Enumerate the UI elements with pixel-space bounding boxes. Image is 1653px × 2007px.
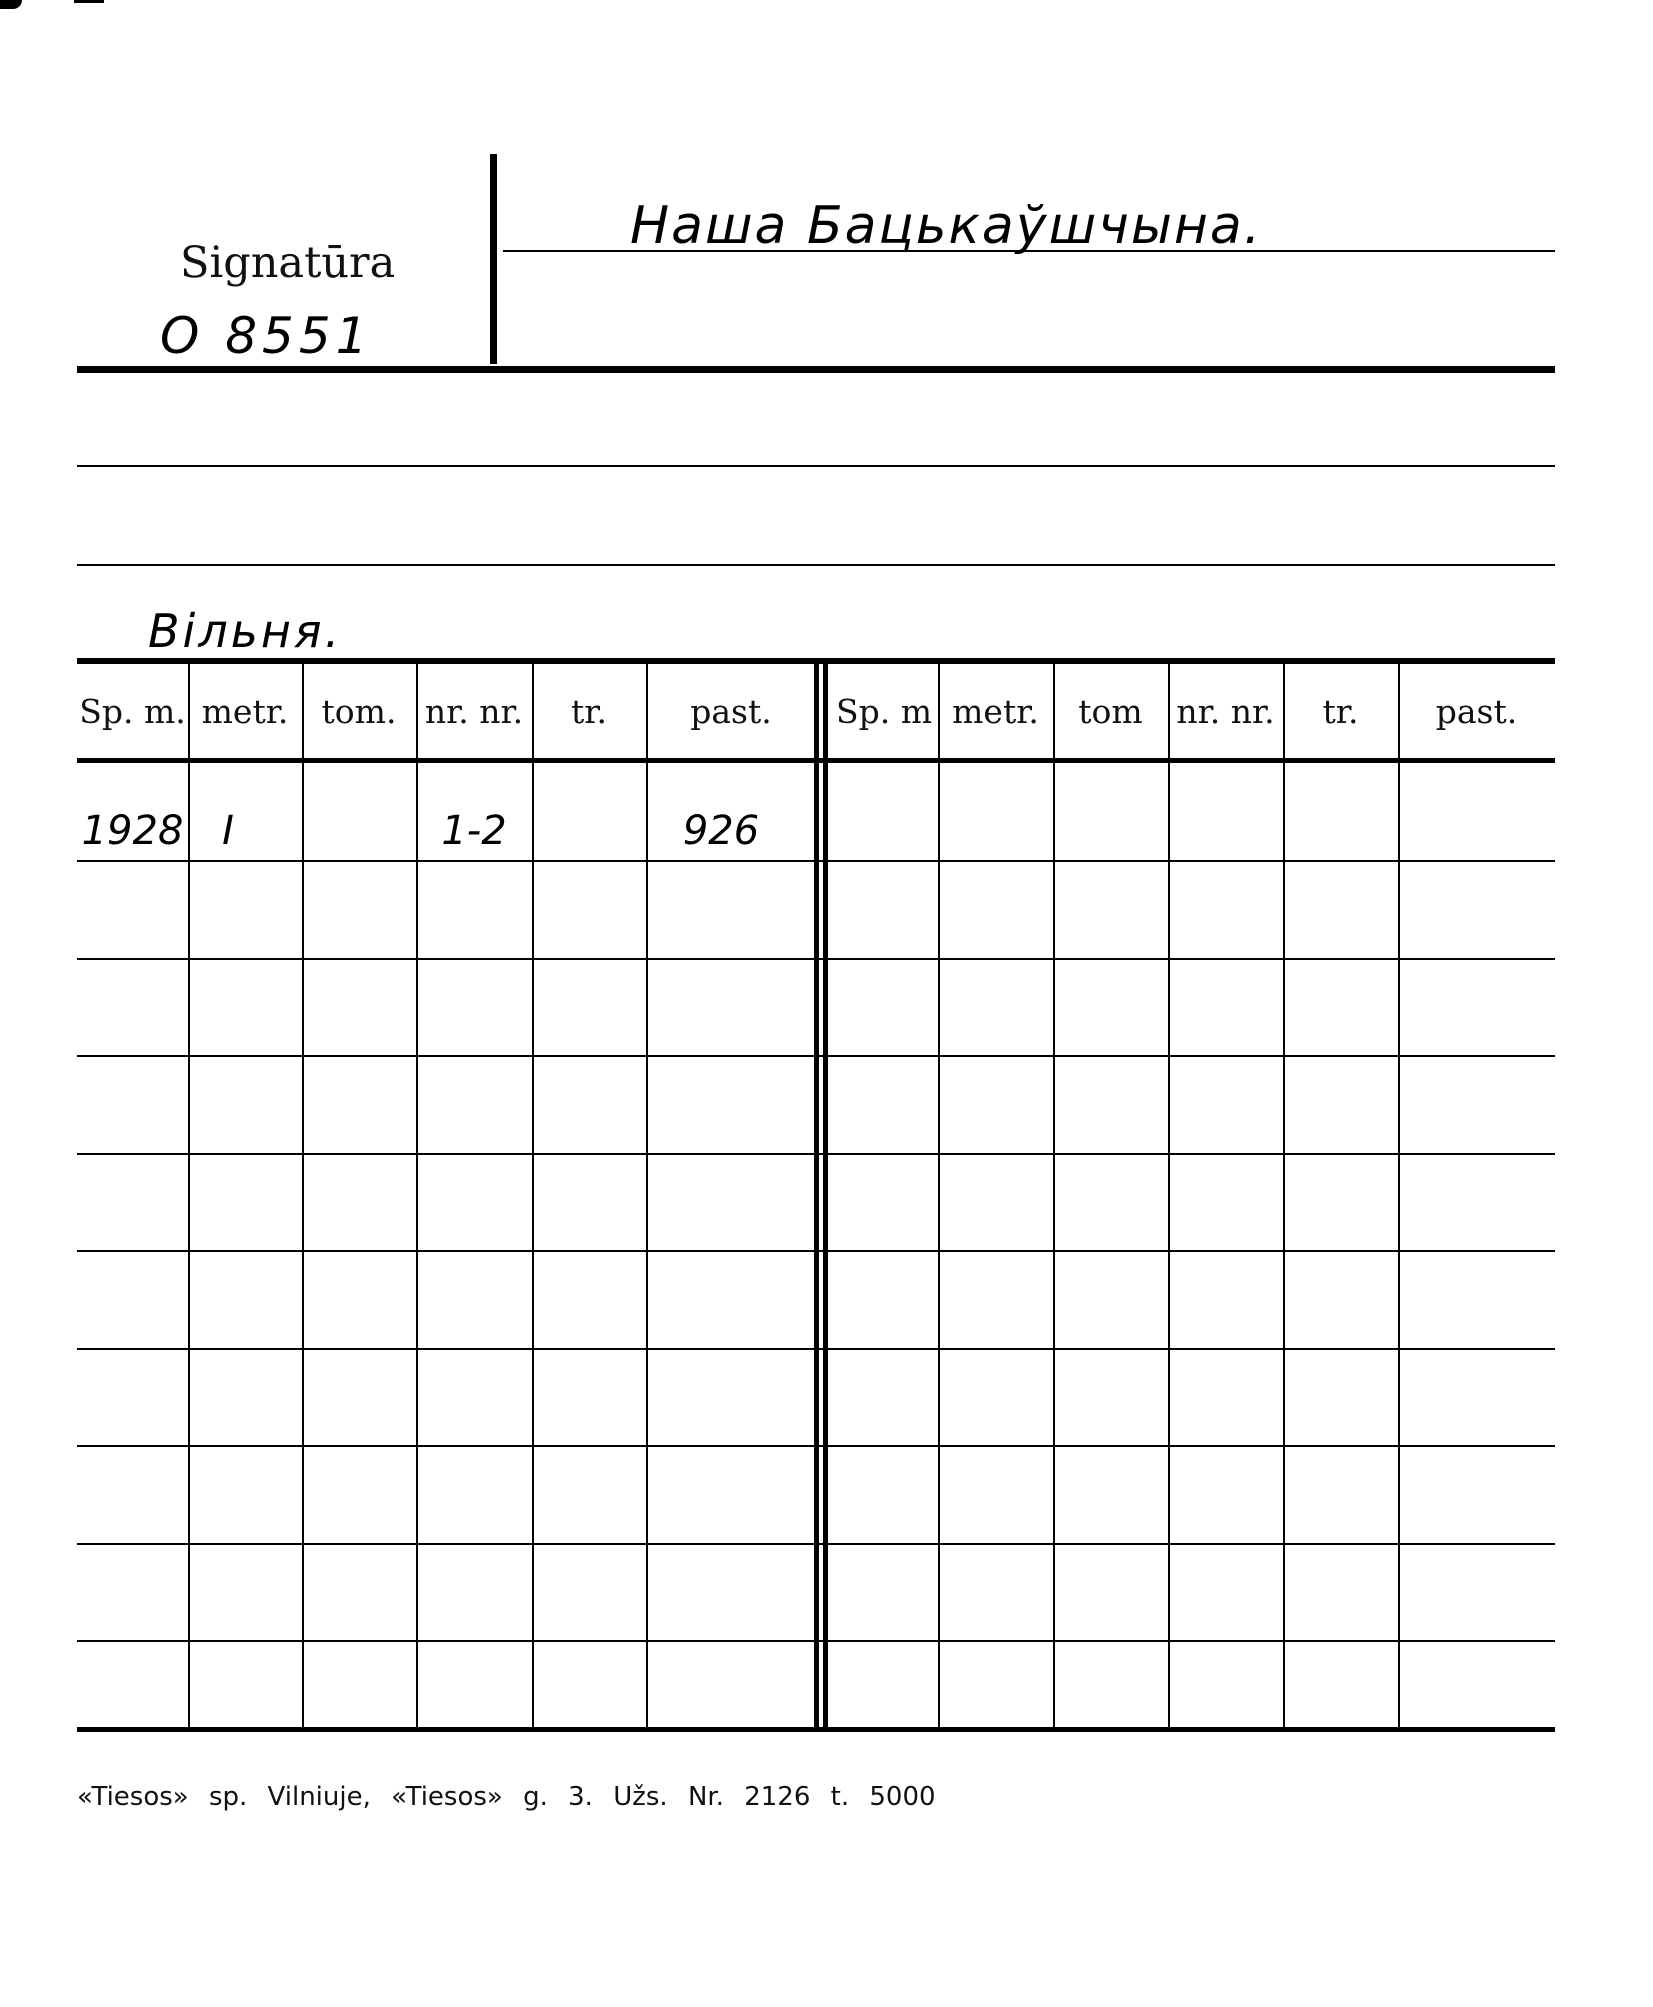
header-cell: metr. xyxy=(952,691,1039,731)
row-line xyxy=(77,1543,1555,1545)
header-cell: nr. nr. xyxy=(1176,691,1275,731)
row-line xyxy=(77,1640,1555,1642)
printer-imprint: «Tiesos» sp. Vilniuje, «Tiesos» g. 3. Užs. Nr. 2126 t. 5000 xyxy=(77,1782,936,1812)
row-line xyxy=(77,958,1555,960)
ink-mark-top xyxy=(74,0,104,3)
column-line xyxy=(1398,664,1400,1728)
column-double-line xyxy=(823,664,828,1728)
column-line xyxy=(302,664,304,1728)
row-line xyxy=(77,1348,1555,1350)
row-line xyxy=(77,1445,1555,1447)
place-text: Вільня. xyxy=(148,604,343,658)
table-cell: I xyxy=(222,808,234,854)
blank-rule-2 xyxy=(77,564,1555,566)
column-line xyxy=(1283,664,1285,1728)
title-text: Наша Бацькаўшчына. xyxy=(630,196,1263,256)
ink-blot-top-left xyxy=(0,0,22,9)
table-cell: 926 xyxy=(682,808,760,854)
row-line xyxy=(77,1250,1555,1252)
header-divider xyxy=(490,154,497,364)
column-line xyxy=(938,664,940,1728)
header-cell: past. xyxy=(690,691,772,731)
column-line xyxy=(1168,664,1170,1728)
header-cell: tom xyxy=(1078,691,1143,731)
signature-value: O 8551 xyxy=(160,307,373,365)
column-line xyxy=(532,664,534,1728)
table-cell: 1928 xyxy=(81,808,184,854)
header-cell: metr. xyxy=(201,691,289,731)
header-cell: past. xyxy=(1435,691,1518,731)
header-cell: tr. xyxy=(1322,691,1359,731)
column-line xyxy=(1053,664,1055,1728)
header-cell: tom. xyxy=(321,691,397,731)
header-cell: Sp. m xyxy=(835,691,932,731)
table-cell: 1-2 xyxy=(441,808,507,854)
row-line xyxy=(77,1153,1555,1155)
row-line xyxy=(77,860,1555,862)
column-double-line xyxy=(814,664,819,1728)
row-line xyxy=(77,1055,1555,1057)
header-cell: Sp. m. xyxy=(79,691,186,731)
header-cell: tr. xyxy=(571,691,607,731)
header-rule xyxy=(77,366,1555,373)
header-cell: nr. nr. xyxy=(424,691,524,731)
signature-label: Signatūra xyxy=(180,238,396,288)
blank-rule-1 xyxy=(77,465,1555,467)
